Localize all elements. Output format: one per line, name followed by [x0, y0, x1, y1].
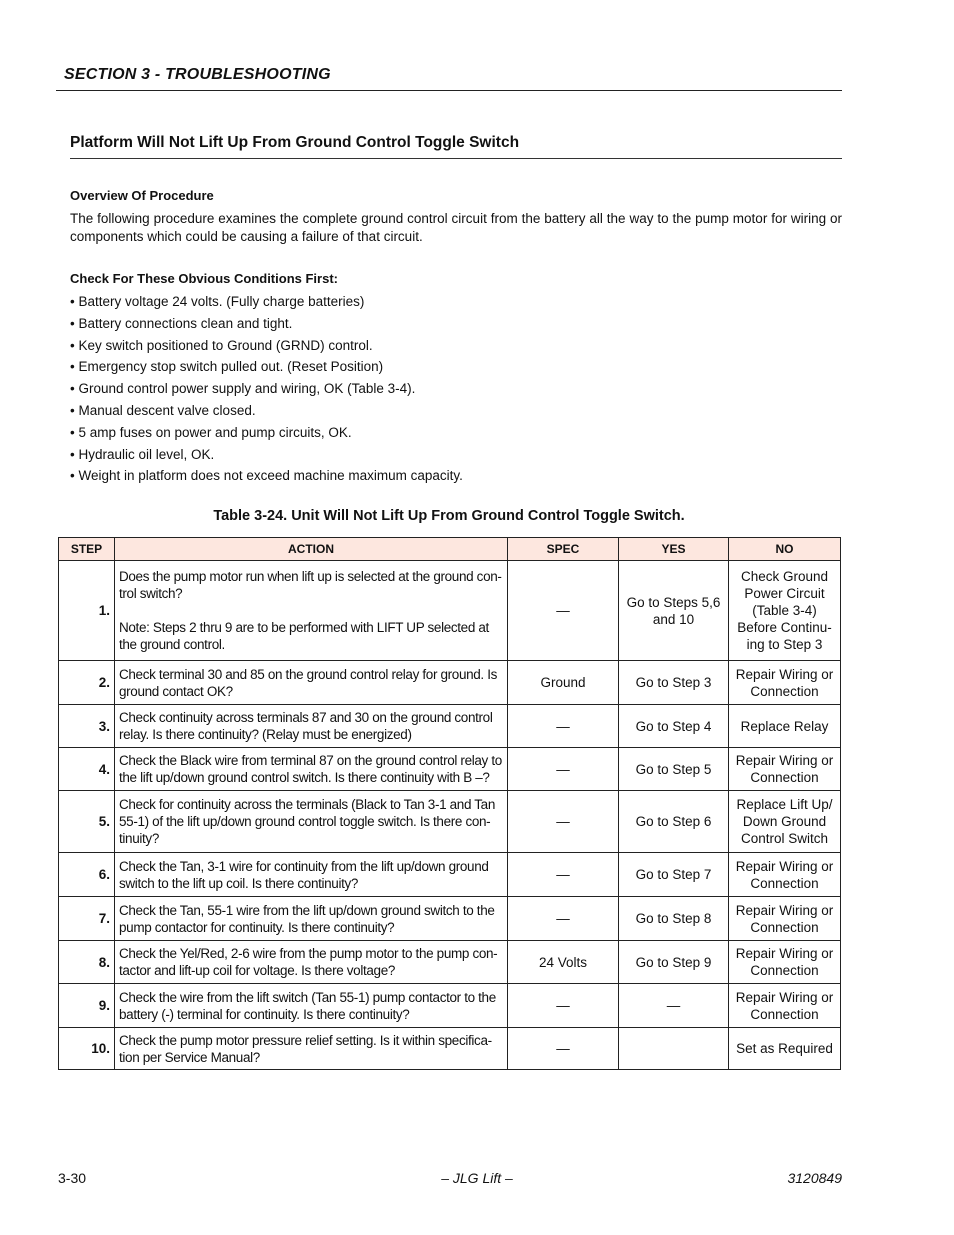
table-row: [59, 748, 841, 791]
table-row: [59, 984, 841, 1028]
troubleshooting-table: [58, 537, 841, 1070]
spec-cell: —: [508, 1028, 619, 1070]
no-cell: Check Ground Power Circuit (Table 3-4) Before Continu-ing to Step 3: [729, 561, 841, 661]
no-cell: Replace Relay: [729, 705, 841, 748]
overview-heading: Overview Of Procedure: [70, 188, 214, 203]
check-item: • Emergency stop switch pulled out. (Reset Position): [70, 357, 463, 379]
footer-brand: – JLG Lift –: [441, 1170, 513, 1186]
yes-cell: [619, 1028, 729, 1070]
action-cell: Check continuity across terminals 87 and 30 on the ground control relay. Is there continuity? (Relay must be energized): [115, 705, 508, 748]
yes-cell: Go to Step 9: [619, 941, 729, 984]
table-row: [59, 1028, 841, 1070]
check-item: • Key switch positioned to Ground (GRND) control.: [70, 336, 463, 358]
no-cell: Repair Wiring or Connection: [729, 984, 841, 1028]
step-cell: 5.: [59, 791, 115, 853]
spec-cell: Ground: [508, 661, 619, 705]
step-cell: 8.: [59, 941, 115, 984]
action-cell: Check the Tan, 55-1 wire from the lift up/down ground switch to the pump contactor for continuity. Is there continuity?: [115, 897, 508, 941]
spec-cell: —: [508, 984, 619, 1028]
no-cell: Repair Wiring or Connection: [729, 661, 841, 705]
step-cell: 6.: [59, 853, 115, 897]
no-cell: Repair Wiring or Connection: [729, 853, 841, 897]
header-no: NO: [729, 538, 841, 561]
table-header-row: [59, 538, 841, 561]
step-cell: 2.: [59, 661, 115, 705]
yes-cell: Go to Step 3: [619, 661, 729, 705]
table-row: [59, 561, 841, 661]
check-item: • Battery connections clean and tight.: [70, 314, 463, 336]
page-title: Platform Will Not Lift Up From Ground Control Toggle Switch: [70, 134, 842, 159]
step-cell: 4.: [59, 748, 115, 791]
table-row: [59, 705, 841, 748]
yes-cell: Go to Step 5: [619, 748, 729, 791]
checks-list: [70, 292, 463, 488]
spec-cell: —: [508, 705, 619, 748]
spec-cell: —: [508, 853, 619, 897]
step-cell: 9.: [59, 984, 115, 1028]
spec-cell: —: [508, 561, 619, 661]
spec-cell: 24 Volts: [508, 941, 619, 984]
action-cell: Check the Yel/Red, 2-6 wire from the pump motor to the pump con-tactor and lift-up coil for voltage. Is there voltage?: [115, 941, 508, 984]
check-item: • Battery voltage 24 volts. (Fully charge batteries): [70, 292, 463, 314]
header-step: STEP: [59, 538, 115, 561]
spec-cell: —: [508, 897, 619, 941]
table-caption: Table 3-24. Unit Will Not Lift Up From Ground Control Toggle Switch.: [213, 508, 685, 524]
check-item: • Manual descent valve closed.: [70, 401, 463, 423]
check-item: • Ground control power supply and wiring, OK (Table 3-4).: [70, 379, 463, 401]
action-text: Does the pump motor run when lift up is selected at the ground con-trol switch?: [119, 569, 502, 601]
spec-cell: —: [508, 748, 619, 791]
no-cell: Replace Lift Up/ Down Ground Control Switch: [729, 791, 841, 853]
header-spec: SPEC: [508, 538, 619, 561]
action-note: Note: Steps 2 thru 9 are to be performed with LIFT UP selected at the ground control.: [119, 620, 489, 652]
header-yes: YES: [619, 538, 729, 561]
check-item: • Weight in platform does not exceed machine maximum capacity.: [70, 466, 463, 488]
table-row: [59, 853, 841, 897]
action-cell: Check the Tan, 3-1 wire for continuity from the lift up/down ground switch to the lift up coil. Is there continuity?: [115, 853, 508, 897]
action-cell: Check for continuity across the terminals (Black to Tan 3-1 and Tan 55-1) of the lift up/down ground control toggle switch. Is there con-tinuity?: [115, 791, 508, 853]
yes-cell: Go to Step 6: [619, 791, 729, 853]
yes-cell: —: [619, 984, 729, 1028]
no-cell: Set as Required: [729, 1028, 841, 1070]
page-number: 3-30: [58, 1170, 87, 1186]
yes-cell: Go to Step 7: [619, 853, 729, 897]
section-header: [56, 64, 842, 91]
header-action: ACTION: [115, 538, 508, 561]
action-cell: Check the pump motor pressure relief setting. Is it within specifica-tion per Service Manual?: [115, 1028, 508, 1070]
step-cell: 1.: [59, 561, 115, 661]
no-cell: Repair Wiring or Connection: [729, 941, 841, 984]
no-cell: Repair Wiring or Connection: [729, 897, 841, 941]
table-row: [59, 897, 841, 941]
spec-cell: —: [508, 791, 619, 853]
table-row: [59, 791, 841, 853]
overview-text: The following procedure examines the complete ground control circuit from the battery all the way to the pump motor for wiring or components which could be causing a failure of that circuit.: [70, 211, 842, 244]
yes-cell: Go to Steps 5,6 and 10: [619, 561, 729, 661]
step-cell: 3.: [59, 705, 115, 748]
action-cell: Check the Black wire from terminal 87 on the ground control relay to the lift up/down ground control switch. Is there continuity with B –?: [115, 748, 508, 791]
document-number: 3120849: [787, 1170, 842, 1186]
yes-cell: Go to Step 4: [619, 705, 729, 748]
action-cell: Check the wire from the lift switch (Tan 55-1) pump contactor to the battery (-) terminal for continuity. Is there continuity?: [115, 984, 508, 1028]
step-cell: 7.: [59, 897, 115, 941]
step-cell: 10.: [59, 1028, 115, 1070]
no-cell: Repair Wiring or Connection: [729, 748, 841, 791]
action-cell: [115, 561, 508, 661]
action-cell: Check terminal 30 and 85 on the ground control relay for ground. Is ground contact OK?: [115, 661, 508, 705]
checks-heading: Check For These Obvious Conditions First:: [70, 271, 338, 286]
check-item: • 5 amp fuses on power and pump circuits, OK.: [70, 423, 463, 445]
table-row: [59, 941, 841, 984]
table-row: [59, 661, 841, 705]
check-item: • Hydraulic oil level, OK.: [70, 445, 463, 467]
section-title: SECTION 3 - TROUBLESHOOTING: [64, 66, 331, 83]
yes-cell: Go to Step 8: [619, 897, 729, 941]
